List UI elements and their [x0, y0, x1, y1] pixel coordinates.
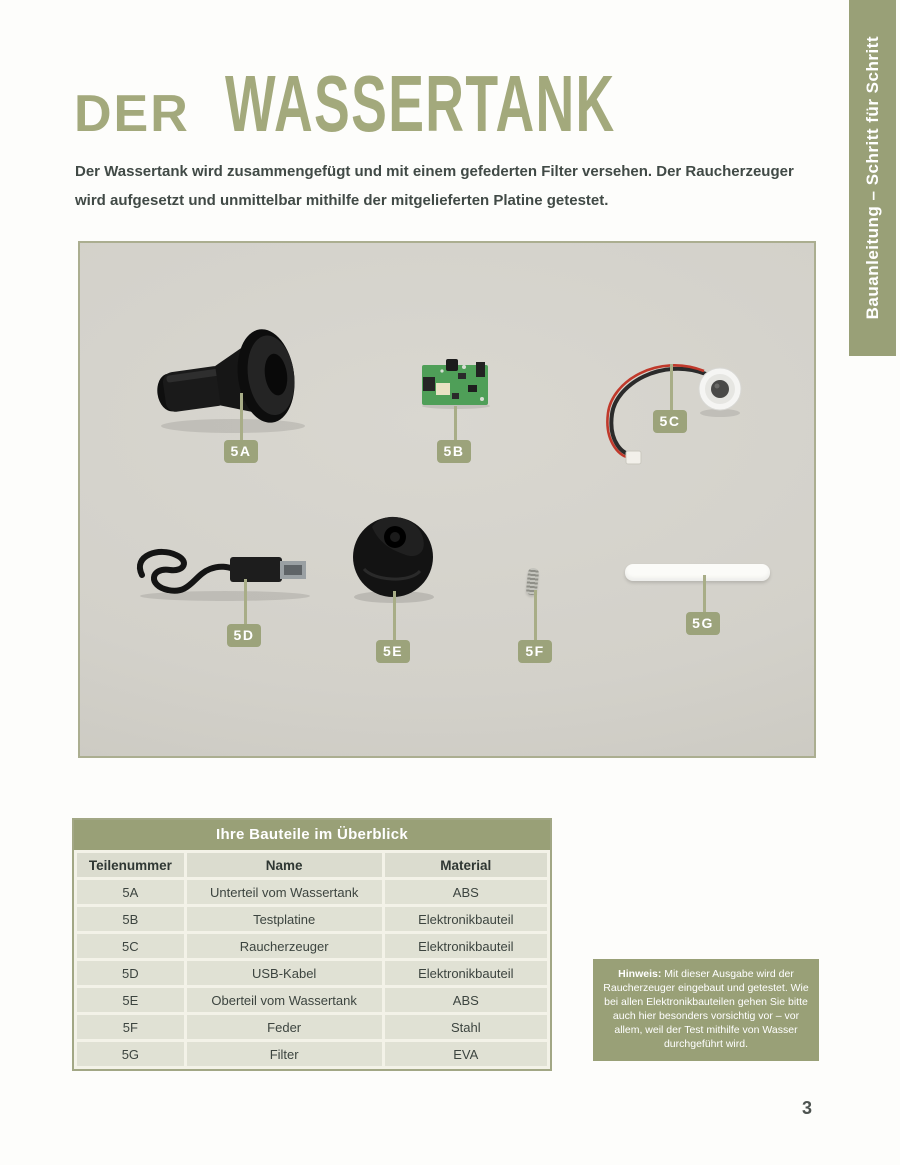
label-line-5a — [240, 393, 243, 440]
note-box — [593, 959, 819, 1061]
cell-part-number: 5E — [77, 988, 184, 1012]
cell-part-number: 5D — [77, 961, 184, 985]
part-label-5f: 5F — [518, 640, 552, 663]
cell-part-name: Raucherzeuger — [187, 934, 382, 958]
part-label-5d: 5D — [227, 624, 261, 647]
table-row — [77, 880, 547, 904]
parts-photo — [78, 241, 816, 758]
part-photo-5g-filter — [625, 564, 770, 581]
cell-part-name: USB-Kabel — [187, 961, 382, 985]
column-header-material: Material — [385, 853, 547, 877]
table-row — [77, 934, 547, 958]
label-line-5d — [244, 579, 247, 624]
sidebar-tab — [849, 0, 896, 356]
part-label-5c: 5C — [653, 410, 687, 433]
cell-part-number: 5A — [77, 880, 184, 904]
label-line-5f — [534, 590, 537, 640]
table-row — [77, 1042, 547, 1066]
cell-part-name: Testplatine — [187, 907, 382, 931]
sidebar-tab-label: Bauanleitung – Schritt für Schritt — [862, 36, 882, 320]
page-title — [74, 59, 808, 148]
page-title-word-der: DER — [74, 85, 190, 143]
cell-part-name: Oberteil vom Wassertank — [187, 988, 382, 1012]
cell-part-number: 5C — [77, 934, 184, 958]
part-label-5e: 5E — [376, 640, 410, 663]
table-header-row — [77, 853, 547, 877]
cell-part-name: Filter — [187, 1042, 382, 1066]
table-row — [77, 1015, 547, 1039]
cell-part-material: ABS — [385, 988, 547, 1012]
parts-table — [72, 818, 552, 1071]
cell-part-number: 5B — [77, 907, 184, 931]
part-photo-5f-spring — [526, 567, 540, 595]
cell-part-name: Feder — [187, 1015, 382, 1039]
part-label-5b: 5B — [437, 440, 471, 463]
label-line-5g — [703, 575, 706, 612]
part-label-5g: 5G — [686, 612, 720, 635]
intro-text: Der Wassertank wird zusammengefügt und mit einem gefederten Filter versehen. Der Raucherzeuger wird aufgesetzt und unmittelbar mithilfe der mitgelieferten Platine getestet. — [75, 163, 794, 209]
part-photo-5a-tank-bottom — [145, 326, 320, 436]
cell-part-number: 5F — [77, 1015, 184, 1039]
cell-part-material: Stahl — [385, 1015, 547, 1039]
page-title-word-wassertank: WASSERTANK — [224, 59, 616, 148]
label-line-5e — [393, 591, 396, 640]
cell-part-material: Elektronikbauteil — [385, 907, 547, 931]
table-row — [77, 988, 547, 1012]
note-text: Mit dieser Ausgabe wird der Raucherzeuger eingebaut und getestet. Wie bei allen Elektronikbauteilen gehen Sie bitte auch hier besonders vorsichtig vor – vor allem, weil der Test mithilfe von Wasser durchgeführt wird. — [603, 968, 809, 1050]
table-row — [77, 961, 547, 985]
cell-part-number: 5G — [77, 1042, 184, 1066]
cell-part-material: EVA — [385, 1042, 547, 1066]
column-header-teilenummer: Teilenummer — [77, 853, 184, 877]
column-header-name: Name — [187, 853, 382, 877]
note-title: Hinweis: — [618, 968, 662, 980]
cell-part-material: ABS — [385, 880, 547, 904]
label-line-5c — [670, 364, 673, 410]
table-row — [77, 907, 547, 931]
part-label-5a: 5A — [224, 440, 258, 463]
part-photo-5d-usb-cable — [130, 541, 312, 603]
cell-part-material: Elektronikbauteil — [385, 961, 547, 985]
page-number: 3 — [802, 1098, 813, 1118]
cell-part-material: Elektronikbauteil — [385, 934, 547, 958]
parts-table-title: Ihre Bauteile im Überblick — [74, 820, 550, 850]
label-line-5b — [454, 406, 457, 440]
part-photo-5b-test-board — [420, 359, 492, 409]
cell-part-name: Unterteil vom Wassertank — [187, 880, 382, 904]
